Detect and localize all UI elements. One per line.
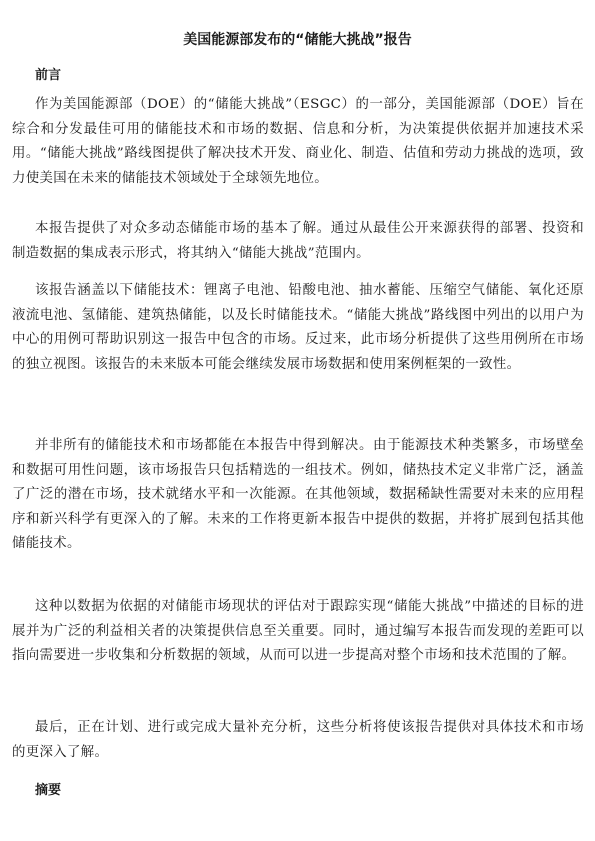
section-heading-preface: 前言	[35, 68, 62, 83]
paragraph: 作为美国能源部（DOE）的“储能大挑战”（ESGC）的一部分，美国能源部（DOE）旨在综合和分发最佳可用的储能技术和市场的数据、信息和分析，为决策提供依据并加速技术采用。“储能大挑战”路线图提供了解决技术开发、商业化、制造、估值和劳动力挑战的选项，致力使美国在未来的储能技术领域处于全球领先地位。	[12, 97, 584, 186]
paragraph: 这种以数据为依据的对储能市场现状的评估对于跟踪实现“储能大挑战”中描述的目标的进展并为广泛的利益相关者的决策提供信息至关重要。同时，通过编写本报告而发现的差距可以指向需要进一步收集和分析数据的领域，从而可以进一步提高对整个市场和技术范围的了解。	[12, 599, 584, 663]
paragraph: 最后，正在计划、进行或完成大量补充分析，这些分析将使该报告提供对具体技术和市场的更深入了解。	[12, 720, 584, 760]
paragraph: 该报告涵盖以下储能技术：锂离子电池、铅酸电池、抽水蓄能、压缩空气储能、氧化还原液流电池、氢储能、建筑热储能，以及长时储能技术。“储能大挑战”路线图中列出的以用户为中心的用例可帮助识别这一报告中包含的市场。反过来，此市场分析提供了这些用例所在市场的独立视图。该报告的未来版本可能会继续发展市场数据和使用案例框架的一致性。	[12, 283, 584, 372]
paragraph: 并非所有的储能技术和市场都能在本报告中得到解决。由于能源技术种类繁多，市场壁垒和数据可用性问题，该市场报告只包括精选的一组技术。例如，储热技术定义非常广泛，涵盖了广泛的潜在市场，技术就绪水平和一次能源。在其他领域，数据稀缺性需要对未来的应用程序和新兴科学有更深入的了解。未来的工作将更新本报告中提供的数据，并将扩展到包括其他储能技术。	[12, 438, 584, 551]
paragraph: 本报告提供了对众多动态储能市场的基本了解。通过从最佳公开来源获得的部署、投资和制造数据的集成表示形式，将其纳入“储能大挑战”范围内。	[12, 221, 584, 261]
document-title: 美国能源部发布的“储能大挑战”报告	[183, 32, 412, 48]
section-heading-abstract: 摘要	[35, 783, 62, 798]
